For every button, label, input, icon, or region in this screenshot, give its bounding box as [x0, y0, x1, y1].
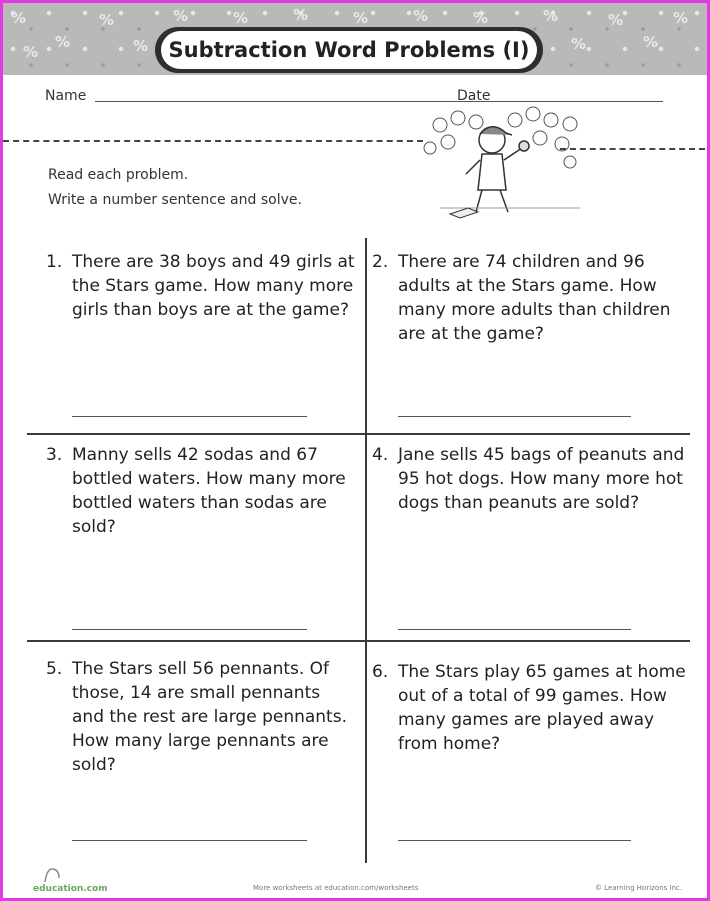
answer-line[interactable] [398, 629, 631, 630]
problem-text: There are 74 children and 96 adults at the Stars game. How many more adults than children are at the game? [398, 252, 671, 344]
pattern-glyph: % [293, 6, 309, 24]
pattern-glyph: % [133, 37, 149, 55]
footer-logo-text[interactable]: education.com [33, 884, 108, 894]
instruction-line: Write a number sentence and solve. [48, 192, 302, 208]
problem-6 [372, 660, 690, 756]
grid-divider-vertical [365, 238, 367, 863]
pattern-glyph: % [543, 7, 559, 25]
pattern-glyph: % [413, 7, 429, 25]
problem-number: 4. [372, 445, 389, 465]
footer-copyright: © Learning Horizons Inc. [594, 884, 682, 892]
pattern-glyph: % [99, 11, 115, 29]
problem-number: 3. [46, 445, 63, 465]
problem-text: Manny sells 42 sodas and 67 bottled waters. How many more bottled waters than sodas are sold? [72, 445, 346, 537]
answer-line[interactable] [398, 416, 631, 417]
problem-text: There are 38 boys and 49 girls at the Stars game. How many more girls than boys are at the game? [72, 252, 355, 320]
grid-divider-horizontal [27, 640, 690, 642]
grid-divider-horizontal [27, 433, 690, 435]
problem-1 [46, 250, 356, 322]
problem-number: 1. [46, 252, 63, 272]
pattern-glyph: % [353, 9, 369, 27]
answer-line[interactable] [398, 840, 631, 841]
pattern-glyph: % [23, 43, 39, 61]
pattern-glyph: % [233, 9, 249, 27]
problem-number: 5. [46, 659, 63, 679]
problem-number: 6. [372, 662, 389, 682]
date-label: Date [457, 88, 491, 104]
pattern-glyph: % [11, 9, 27, 27]
pattern-glyph: % [673, 9, 689, 27]
page-title: Subtraction Word Problems (I) [161, 31, 537, 69]
player-icon [466, 127, 529, 212]
problem-2 [372, 250, 690, 346]
name-label: Name [45, 88, 87, 104]
problem-4 [372, 443, 690, 515]
instructions [48, 163, 302, 213]
footer [3, 874, 707, 898]
pattern-glyph: % [55, 33, 71, 51]
pattern-glyph: % [173, 7, 189, 25]
problem-number: 2. [372, 252, 389, 272]
baseball-player-illustration [420, 100, 585, 225]
problem-5 [46, 657, 356, 777]
answer-line[interactable] [72, 416, 307, 417]
problem-3 [46, 443, 356, 539]
pattern-glyph: % [571, 35, 587, 53]
answer-line[interactable] [72, 629, 307, 630]
footer-link-text[interactable]: More worksheets at education.com/worksheets [253, 884, 419, 892]
problem-text: The Stars play 65 games at home out of a total of 99 games. How many games are played away from home? [398, 662, 686, 754]
pattern-glyph: % [643, 33, 659, 51]
base-icon [450, 208, 478, 218]
education-logo-icon [43, 866, 63, 884]
problem-text: The Stars sell 56 pennants. Of those, 14 are small pennants and the rest are large pennants. How many large pennants are sold? [72, 659, 347, 775]
pattern-glyph: % [473, 9, 489, 27]
instruction-line: Read each problem. [48, 167, 189, 183]
dashed-divider [3, 140, 423, 142]
pattern-glyph: % [608, 11, 624, 29]
title-banner [155, 27, 543, 73]
problem-text: Jane sells 45 bags of peanuts and 95 hot dogs. How many more hot dogs than peanuts are sold? [398, 445, 685, 513]
answer-line[interactable] [72, 840, 307, 841]
